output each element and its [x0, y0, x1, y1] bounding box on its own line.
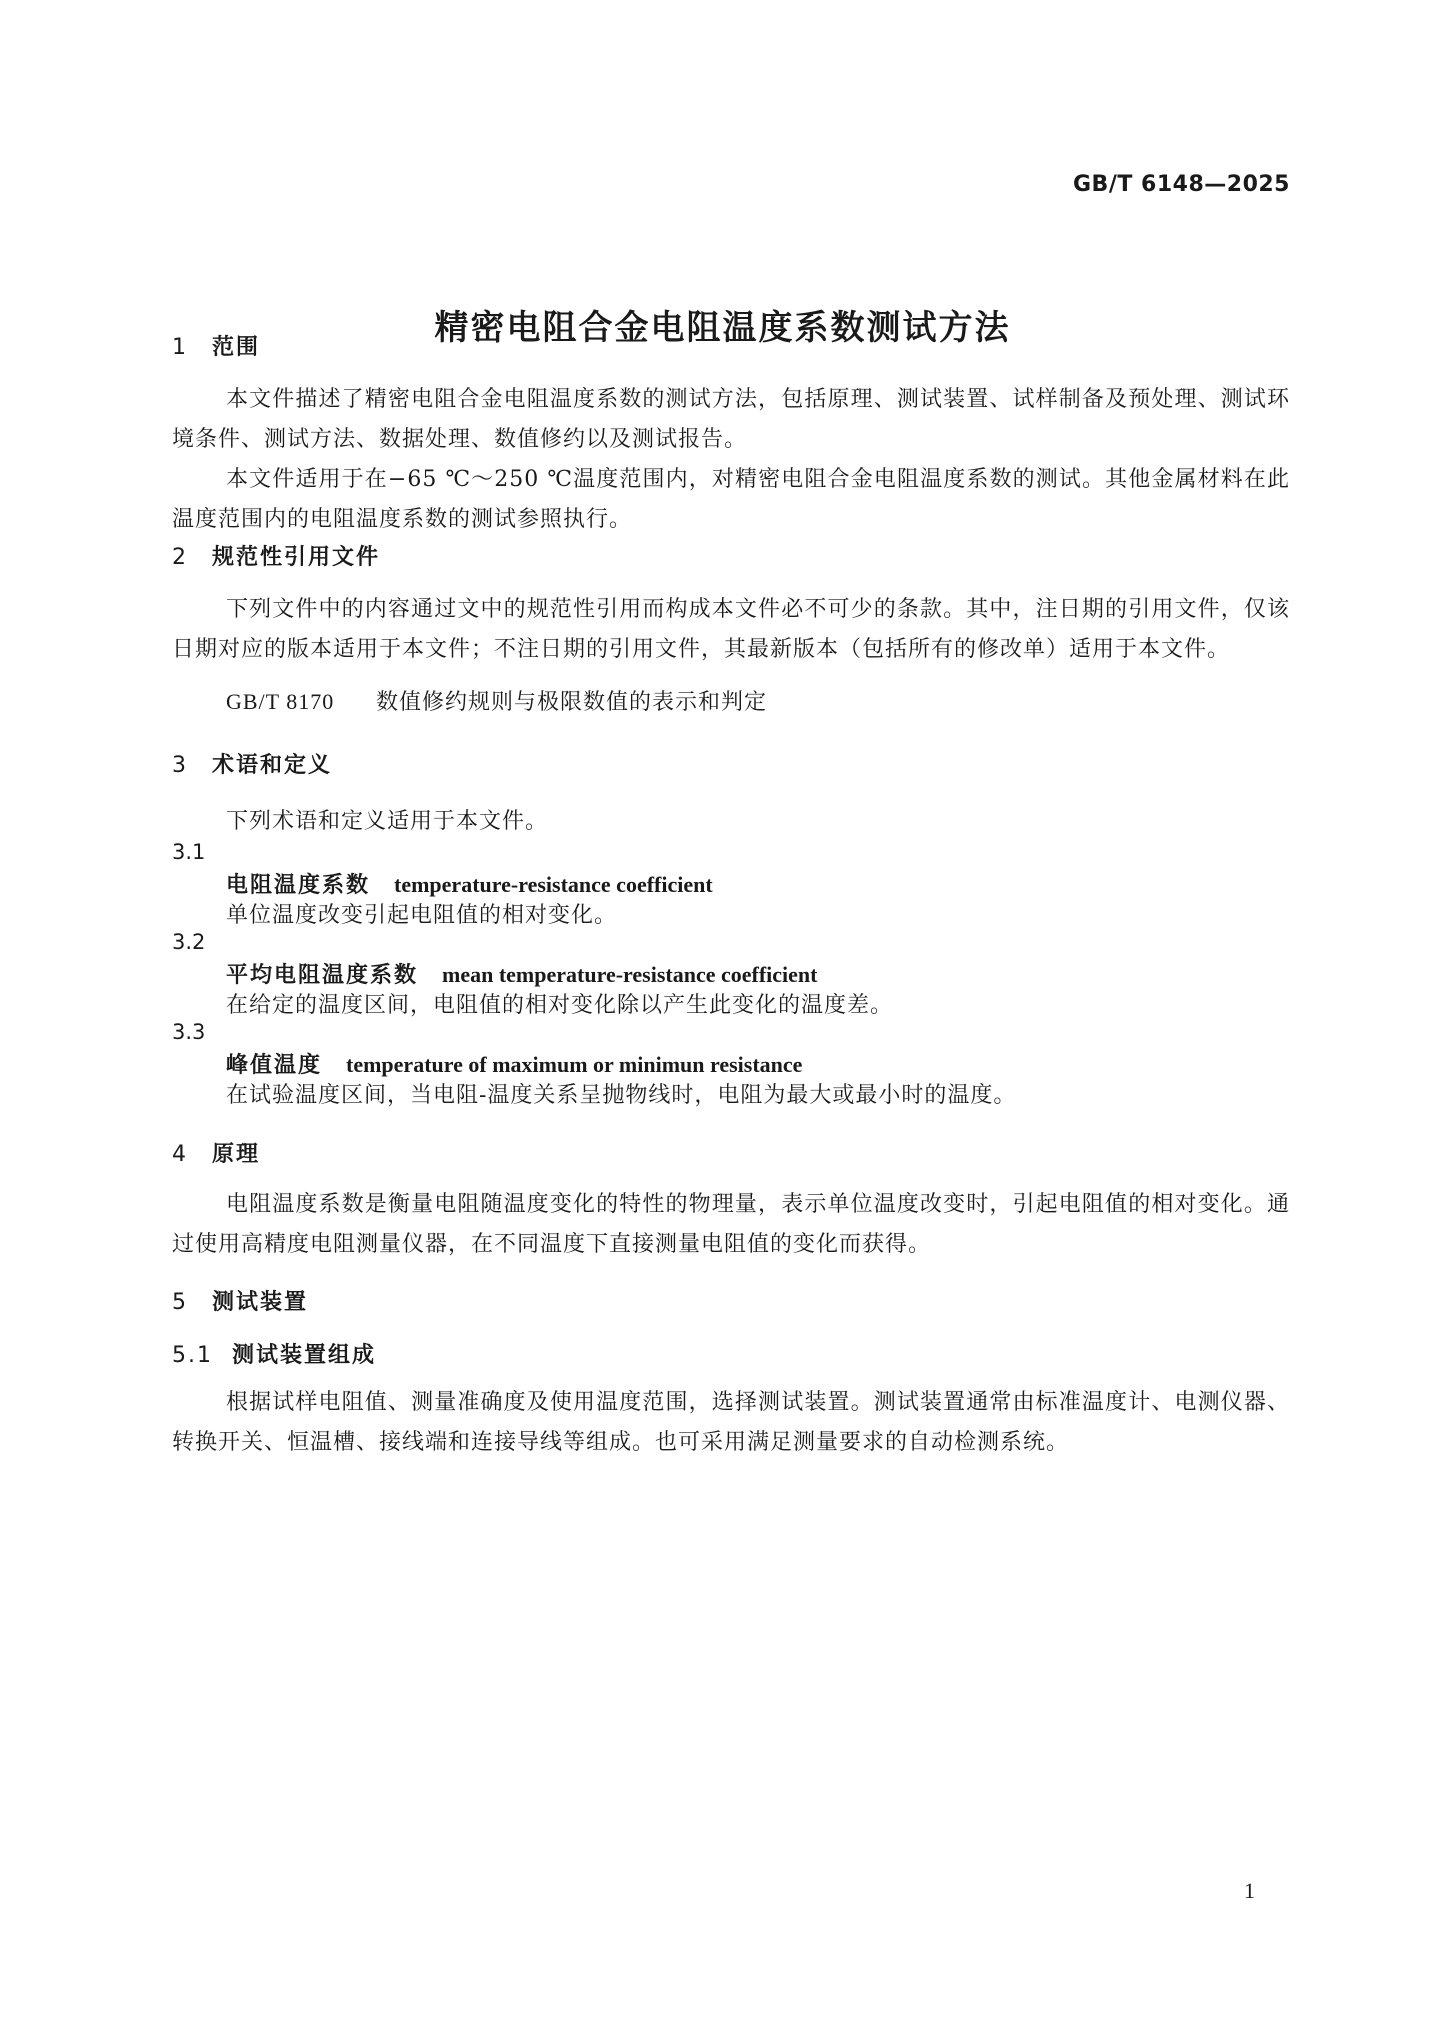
subsection-heading-apparatus-composition	[172, 1338, 376, 1369]
section-number: 4	[172, 1142, 188, 1167]
principle-paragraph: 电阻温度系数是衡量电阻随温度变化的特性的物理量，表示单位温度改变时，引起电阻值的相对变化。通过使用高精度电阻测量仪器，在不同温度下直接测量电阻值的变化而获得。	[172, 1192, 1290, 1257]
term-number: 3.3	[172, 1020, 206, 1044]
section-number: 2	[172, 545, 188, 570]
section-title: 原理	[212, 1142, 261, 1167]
section-title: 测试装置	[212, 1290, 309, 1315]
term-en: mean temperature-resistance coefficient	[442, 962, 818, 987]
term-zh: 电阻温度系数	[226, 873, 371, 898]
apparatus-paragraph: 根据试样电阻值、测量准确度及使用温度范围，选择测试装置。测试装置通常由标准温度计、电测仪器、转换开关、恒温槽、接线端和连接导线等组成。也可采用满足测量要求的自动检测系统。	[172, 1390, 1290, 1455]
subsection-title: 测试装置组成	[232, 1343, 377, 1368]
reference-code: GB/T 8170	[226, 689, 335, 714]
document-title: 精密电阻合金电阻温度系数测试方法	[434, 308, 1011, 348]
term-definition: 在给定的温度区间，电阻值的相对变化除以产生此变化的温度差。	[226, 993, 894, 1018]
term-entry	[226, 1048, 802, 1079]
term-entry	[226, 868, 713, 899]
section-heading-principle	[172, 1137, 260, 1168]
subsection-number: 5.1	[172, 1343, 213, 1368]
standard-code: GB/T 6148—2025	[1073, 172, 1290, 197]
terms-intro: 下列术语和定义适用于本文件。	[226, 809, 549, 834]
scope-paragraph-2: 本文件适用于在−65 ℃～250 ℃温度范围内，对精密电阻合金电阻温度系数的测试。其他金属材料在此温度范围内的电阻温度系数的测试参照执行。	[172, 467, 1290, 532]
term-definition: 在试验温度区间，当电阻-温度关系呈抛物线时，电阻为最大或最小时的温度。	[226, 1083, 1017, 1108]
term-en: temperature of maximum or minimun resistance	[346, 1052, 803, 1077]
section-number: 3	[172, 753, 188, 778]
term-zh: 峰值温度	[226, 1053, 323, 1078]
section-number: 1	[172, 335, 188, 360]
section-heading-normative	[172, 540, 380, 571]
term-en: temperature-resistance coefficient	[394, 872, 713, 897]
term-number: 3.1	[172, 840, 206, 864]
section-title: 范围	[212, 335, 261, 360]
term-zh: 平均电阻温度系数	[226, 963, 419, 988]
section-heading-apparatus	[172, 1285, 308, 1316]
section-heading-terms	[172, 748, 332, 779]
normative-reference	[226, 685, 767, 716]
page-number: 1	[1244, 1878, 1255, 1903]
term-definition: 单位温度改变引起电阻值的相对变化。	[226, 903, 618, 928]
section-number: 5	[172, 1290, 188, 1315]
section-title: 术语和定义	[212, 753, 333, 778]
normative-paragraph: 下列文件中的内容通过文中的规范性引用而构成本文件必不可少的条款。其中，注日期的引用文件，仅该日期对应的版本适用于本文件；不注日期的引用文件，其最新版本（包括所有的修改单）适用于本文件。	[172, 597, 1290, 662]
section-title: 规范性引用文件	[212, 545, 381, 570]
scope-paragraph-1: 本文件描述了精密电阻合金电阻温度系数的测试方法，包括原理、测试装置、试样制备及预处理、测试环境条件、测试方法、数据处理、数值修约以及测试报告。	[172, 387, 1290, 452]
section-heading-scope	[172, 330, 260, 361]
reference-title: 数值修约规则与极限数值的表示和判定	[376, 690, 768, 715]
term-number: 3.2	[172, 930, 206, 954]
term-entry	[226, 958, 818, 989]
